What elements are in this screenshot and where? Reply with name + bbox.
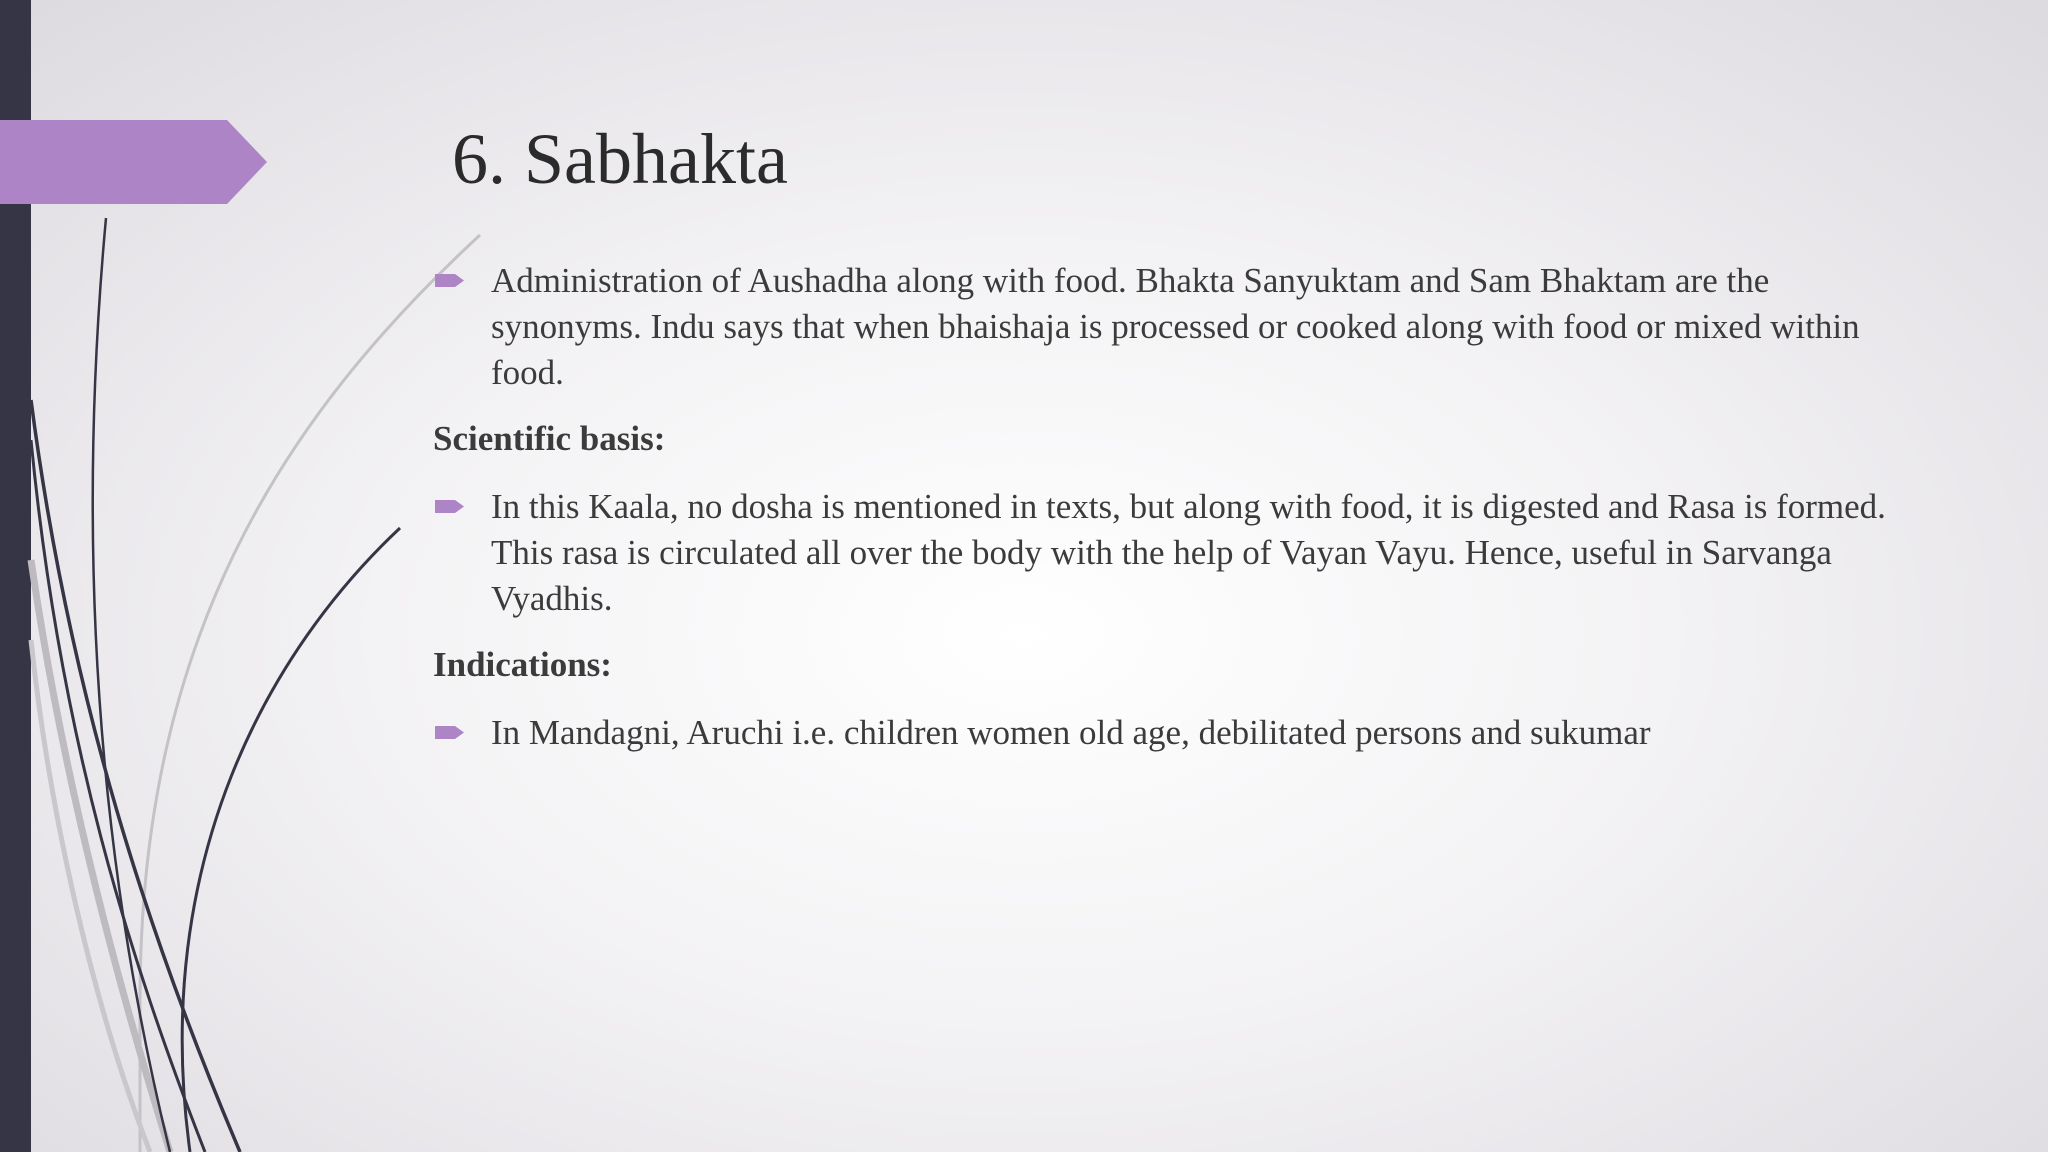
bullet-text: Administration of Aushadha along with food. Bhakta Sanyuktam and Sam Bhaktam are the synonyms. Indu says that when bhaishaja is processed or cooked along with food or mixed within food. [491, 261, 1860, 392]
slide-title: 6. Sabhakta [452, 119, 788, 199]
bullet-item-indications [433, 710, 1913, 756]
bullet-text: In this Kaala, no dosha is mentioned in texts, but along with food, it is digested and Rasa is formed. This rasa is circulated all over the body with the help of Vayan Vayu. Hence, useful in Sarvanga Vyadhis. [491, 487, 1886, 618]
left-sidebar-bar [0, 0, 31, 1152]
heading-indications: Indications: [433, 645, 612, 684]
heading-scientific-basis: Scientific basis: [433, 419, 666, 458]
arrow-bullet-icon [435, 724, 465, 741]
arrow-bullet-icon [435, 272, 465, 289]
bullet-text: In Mandagni, Aruchi i.e. children women old age, debilitated persons and sukumar [491, 713, 1651, 752]
bullet-item-administration [433, 258, 1913, 396]
slide-content [433, 258, 1913, 756]
bullet-item-kaala [433, 484, 1913, 622]
arrow-bullet-icon [435, 498, 465, 515]
